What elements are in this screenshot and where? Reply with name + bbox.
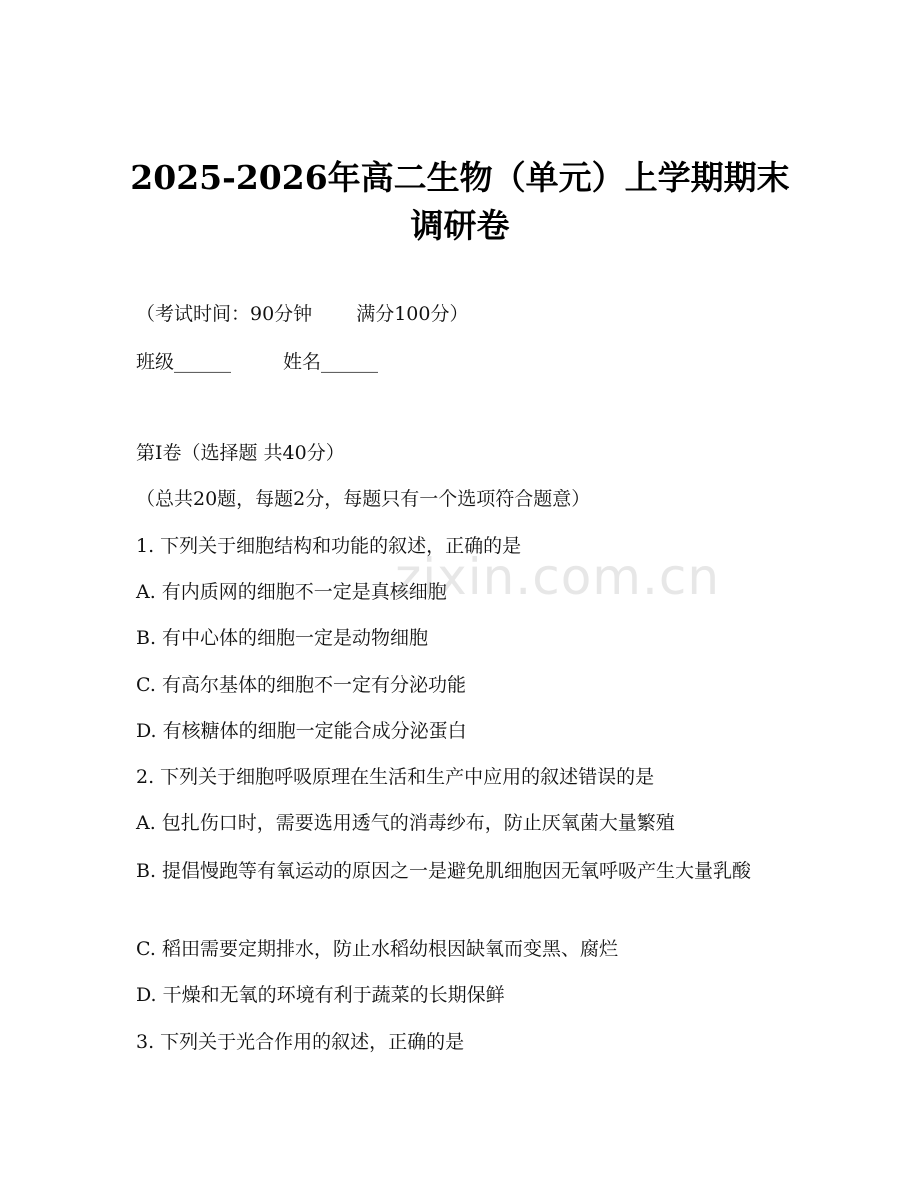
question-1-option-b: B. 有中心体的细胞一定是动物细胞: [136, 627, 429, 649]
exam-score: 满分100分）: [356, 303, 469, 325]
question-2-option-a: A. 包扎伤口时，需要选用透气的消毒纱布，防止厌氧菌大量繁殖: [136, 812, 675, 834]
question-1-option-a: A. 有内质网的细胞不一定是真核细胞: [136, 581, 447, 603]
class-field: 班级______: [136, 351, 232, 373]
name-field: 姓名______: [283, 351, 379, 373]
question-2-stem: 2. 下列关于细胞呼吸原理在生活和生产中应用的叙述错误的是: [136, 766, 655, 788]
exam-info: [136, 302, 468, 326]
question-1-option-c: C. 有高尔基体的细胞不一定有分泌功能: [136, 674, 466, 696]
question-1-stem: 1. 下列关于细胞结构和功能的叙述，正确的是: [136, 535, 522, 557]
section-note: （总共20题，每题2分，每题只有一个选项符合题意）: [136, 488, 591, 510]
section-heading: 第Ⅰ卷（选择题 共40分）: [136, 442, 345, 464]
watermark: zixin.com.cn: [395, 548, 721, 606]
question-1-option-d: D. 有核糖体的细胞一定能合成分泌蛋白: [136, 720, 467, 742]
question-2-option-b: B. 提倡慢跑等有氧运动的原因之一是避免肌细胞因无氧呼吸产生大量乳酸: [136, 860, 752, 882]
doc-title-line1: 2025-2026年高二生物（单元）上学期期末: [130, 158, 790, 197]
doc-title-line2: 调研卷: [410, 206, 510, 245]
question-2-option-c: C. 稻田需要定期排水，防止水稻幼根因缺氧而变黑、腐烂: [136, 938, 618, 960]
question-3-stem: 3. 下列关于光合作用的叙述，正确的是: [136, 1031, 465, 1053]
exam-time: （考试时间：90分钟: [136, 303, 313, 325]
student-fields: [136, 350, 378, 374]
question-2-option-d: D. 干燥和无氧的环境有利于蔬菜的长期保鲜: [136, 984, 505, 1006]
